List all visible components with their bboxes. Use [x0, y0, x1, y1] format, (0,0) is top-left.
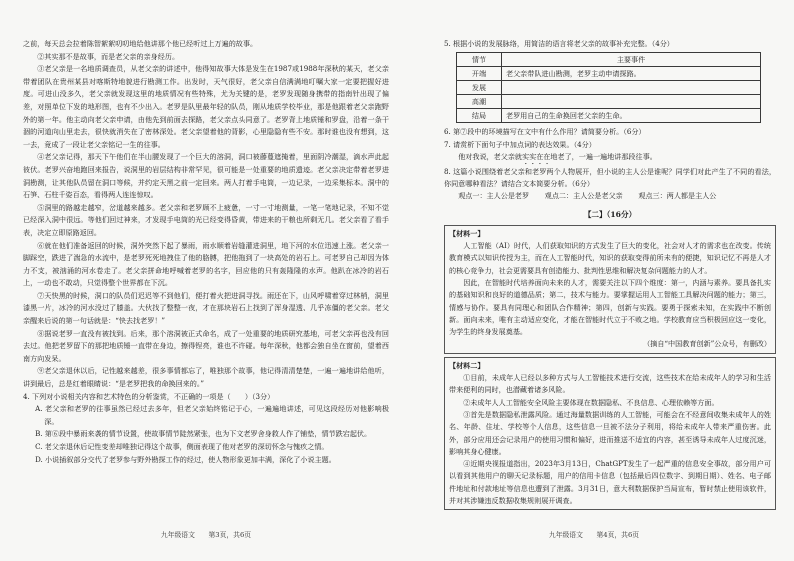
story-paragraph-4: ④老父亲记得，那天下午他们在半山腰发现了一个巨大的溶洞，洞口被藤蔓遮掩着，里面阴冷潮湿，滴水声此起彼伏。老罗兴奋地跑回来报告，说洞里的岩层结构非常罕见，很可能是一处重要的地质遗迹。老父亲决定带着老罗进洞勘测，让其他队员留在洞口等候，并约定天黑之前一定回来。两人打着手电筒，一边记录，一边采集标本。洞中的石笋、石柱千姿百态，看得两人连连惊叹。 — [23, 152, 389, 200]
question-7-sentence — [444, 151, 776, 166]
material-1-label: 【材料一】 — [449, 228, 485, 238]
sentence-before: 他对我说，老父亲就 — [458, 151, 523, 161]
plot-table-header-row — [457, 53, 761, 67]
material-1-source: （摘自“中国教育创新”公众号，有删改） — [643, 339, 771, 349]
question-4-option-d: D. 小说插叙部分交代了老罗参与野外勘探工作的经过，使人物形象更加丰满，深化了小说主题。 — [35, 454, 336, 464]
viewpoint-3: 观点三：两人都是主人公 — [638, 191, 717, 201]
story-paragraph-3: ③老父亲是一名地质调查员，从老父亲的讲述中，他得知故事大体是发生在1987或1988年深秋的某天，老父亲带着团队在贵州某县对喀斯特地貌进行勘测工作。出发时，天气很好，老父亲自信满满地叮嘱大家一定要把握好进度。可进山没多久，老父亲就发现这里的地质情况有些特殊，尤为关键的是，老罗发现随身携带的指南针出现了偏差，对照单位下发的地形图，也有不少出入。老罗是队里最年轻的队员，刚从地质学校毕业，那是他跟着老父亲跑野外的第一年。他主动向老父亲申请，由他先到前面去探路，老父亲点头同意了。老罗背上地质锤和罗盘，沿着一条干涸的河道向山里走去，很快就消失在了密林深处。老父亲望着他的背影，心里隐隐有些不安。那时谁也没有想到，这一去，竟成了一段让老父亲铭记一生的往事。 — [23, 64, 389, 149]
sentence-after: 地老了，一遍一遍地讲那段往事。 — [550, 151, 657, 161]
plot-table — [456, 52, 761, 123]
question-7: 7. 请赏析下面句子中加点词的表达效果。（4分） — [444, 139, 596, 149]
material-2-label: 【材料二】 — [449, 360, 485, 370]
plot-table-row — [457, 109, 761, 123]
question-5: 5. 根据小说的发展脉络，用简洁的语言将老父亲的故事补充完整。（4分） — [444, 39, 674, 48]
material-2-paragraph-1: ①目前，未成年人已经以多种方式与人工智能技术进行交流，这些技术在给未成年人的学习和生活带来便利的同时，也潜藏着诸多风险。 — [449, 373, 771, 395]
page-footer-right: 九年级语文 第4页，共6页 — [548, 531, 640, 539]
plot-event-cell: 老罗用自己的生命换回老父亲的生命。 — [502, 109, 761, 123]
material-1-paragraph-2: 因此，在智能时代培养面向未来的人才，需要关注以下四个维度：第一，内涵与素养。要具备扎实的基础知识和良好的道德品质；第二，技术与能力。要掌握运用人工智能工具解决问题的能力；第三，情感与协作。要具有同理心和团队合作精神；第四，创新与实践。要勇于探索未知，在实践中不断创新。面向未来，唯有主动适应变化，才能在智能时代立于不败之地。学校教育应当积极回应这一变化，为学生的终身发展奠基。 — [449, 277, 771, 337]
page-footer-left: 九年级语文 第3页，共6页 — [160, 531, 252, 539]
question-4-option-c: C. 老父亲退休后记性变差却唯独记得这个故事，侧面表现了他对老罗的深切怀念与愧疚之情。 — [35, 442, 329, 451]
plot-event-cell-blank — [502, 81, 761, 95]
dotted-words: 实实在在 — [522, 151, 551, 161]
question-4-option-b: B. 第⑥段中暴雨来袭的情节设置，使故事情节陡然紧张，也为下文老罗舍身救人作了铺垫，情节跌宕起伏。 — [35, 429, 372, 439]
section-2-title: 【二】（16分） — [583, 209, 637, 219]
exam-page-3 — [23, 38, 389, 466]
story-paragraph-6: ⑥就在他们准备返回的时候，洞外突然下起了暴雨，雨水顺着岩缝灌进洞里，地下河的水位迅速上涨。老父亲一脚踩空，跌进了湍急的水流中，是老罗死死地拽住了他的胳膊，把他拖到了一块高处的岩石上。可老罗自己却因为体力不支，被汹涌的河水卷走了。老父亲拼命地呼喊着老罗的名字，回应他的只有轰隆隆的水声。他趴在冰冷的岩石上，一动也不敢动，只觉得整个世界都在下沉。 — [23, 240, 389, 288]
plot-stage-cell: 开端 — [457, 67, 502, 81]
plot-stage-cell: 高潮 — [457, 95, 502, 109]
question-8: 8. 这篇小说围绕着老父亲和老罗两个人物展开，但小说的主人公是谁呢？同学们对此产生了不同的看法，你同意哪种看法？请结合文本简要分析。（6分） — [444, 166, 776, 189]
question-8-viewpoints — [444, 190, 776, 202]
plot-table-header-event: 主要事件 — [502, 53, 761, 67]
material-2-paragraph-3: ③首先是数据隐私泄露风险。通过海量数据训练的人工智能，可能会在不经意间收集未成年人的姓名、年龄、住址、学校等个人信息，这些信息一旦被不法分子利用，将给未成年人带来严重伤害。此外，部分应用还会记录用户的使用习惯和偏好，进而推送不适宜的内容，甚至诱导未成年人过度沉迷，影响其身心健康。 — [449, 409, 771, 456]
plot-event-cell-blank — [502, 95, 761, 109]
plot-event-cell: 老父亲带队进山勘测，老罗主动申请探路。 — [502, 67, 761, 81]
plot-table-header-stage: 情节 — [457, 53, 502, 67]
story-paragraph-7: ⑦天快黑的时候，洞口的队员们迟迟等不到他们，便打着火把进洞寻找。雨还在下，山风呼啸着穿过林梢，洞里漆黑一片，冰冷的河水没过了膝盖。大伙找了整整一夜，才在那块岩石上找到了浑身湿透、几乎冻僵的老父亲。老父亲醒来后说的第一句话就是：“快去找老罗！” — [23, 290, 389, 326]
material-2-paragraph-2: ②未成年人人工智能安全风险主要体现在数据隐私、不良信息、心理依赖等方面。 — [463, 397, 719, 407]
material-1-paragraph-1: 人工智能（AI）时代，人们获取知识的方式发生了巨大的变化，社会对人才的需求也在改变。传统教育模式以知识传授为主，而在人工智能时代，知识的获取变得前所未有的便捷，知识记忆不再是人才的核心竞争力，社会更需要具有创造能力、批判性思维和解决复杂问题能力的人才。 — [449, 241, 771, 275]
viewpoint-1: 观点一：主人公是老罗 — [458, 191, 530, 201]
question-6: 6. 第⑦段中的环境描写在文中有什么作用？请简要分析。（6分） — [444, 127, 646, 137]
question-4-stem: 4. 下列对小说相关内容和艺术特色的分析鉴赏，不正确的一项是（ ）（3分） — [23, 391, 275, 401]
viewpoint-2: 观点二：主人公是老父亲 — [544, 191, 623, 201]
story-paragraph-8: ⑧据说老罗一直没有被找到。后来，那个溶洞被正式命名，成了一处重要的地质研究基地，可老父亲再也没有回去过。他把老罗留下的那把地质锤一直带在身边，擦得锃亮，谁也不许碰。每年深秋，他都会独自坐在窗前，望着西南方向发呆。 — [23, 328, 389, 363]
plot-table-row — [457, 95, 761, 109]
story-paragraph-2: ②其实那不是故事，而是老父亲的亲身经历。 — [37, 51, 180, 61]
plot-table-row — [457, 81, 761, 95]
plot-table-row — [457, 67, 761, 81]
material-1-box — [444, 225, 776, 354]
material-2-box — [444, 357, 776, 511]
story-paragraph-9: ⑨老父亲退休以后，记性越来越差，很多事情都忘了，唯独那个故事，他记得清清楚楚，一遍一遍地讲给他听，讲到最后，总是红着眼睛说：“是老罗把我的命换回来的。” — [23, 366, 389, 389]
question-4-option-a: A. 老父亲和老罗的往事虽然已经过去多年，但老父亲始终铭记于心，一遍遍地讲述，可见这段经历对他影响极深。 — [35, 404, 389, 426]
exam-page-4 — [444, 38, 776, 510]
plot-stage-cell: 发展 — [457, 81, 502, 95]
material-2-paragraph-4: ④近期央视报道指出，2023年3月13日，ChatGPT发生了一起严重的信息安全事故，部分用户可以看到其他用户的聊天记录标题，用户的信用卡信息（包括最后四位数字、到期日期）、姓名、电子邮件地址和付款地址等信息也遭到了泄露。3月31日，意大利数据保护当局宣布，暂时禁止使用该软件，并对其涉嫌违反数据收集规则展开调查。 — [449, 459, 771, 506]
plot-stage-cell: 结局 — [457, 109, 502, 123]
story-paragraph-5: ⑤洞里的路越走越窄，岔道越来越多。老父亲和老罗顾不上疲惫，一寸一寸地测量，一笔一笔地记录，不知不觉已经深入洞中很远。等他们回过神来，才发现手电筒的光已经变得昏黄，带进来的干粮也所剩无几。老父亲看了看手表，决定立即原路返回。 — [23, 202, 389, 237]
story-paragraph-continued: 之前，每天总会拉着陈智絮絮叨叨地给他讲那个他已经听过上万遍的故事。 — [23, 39, 258, 48]
